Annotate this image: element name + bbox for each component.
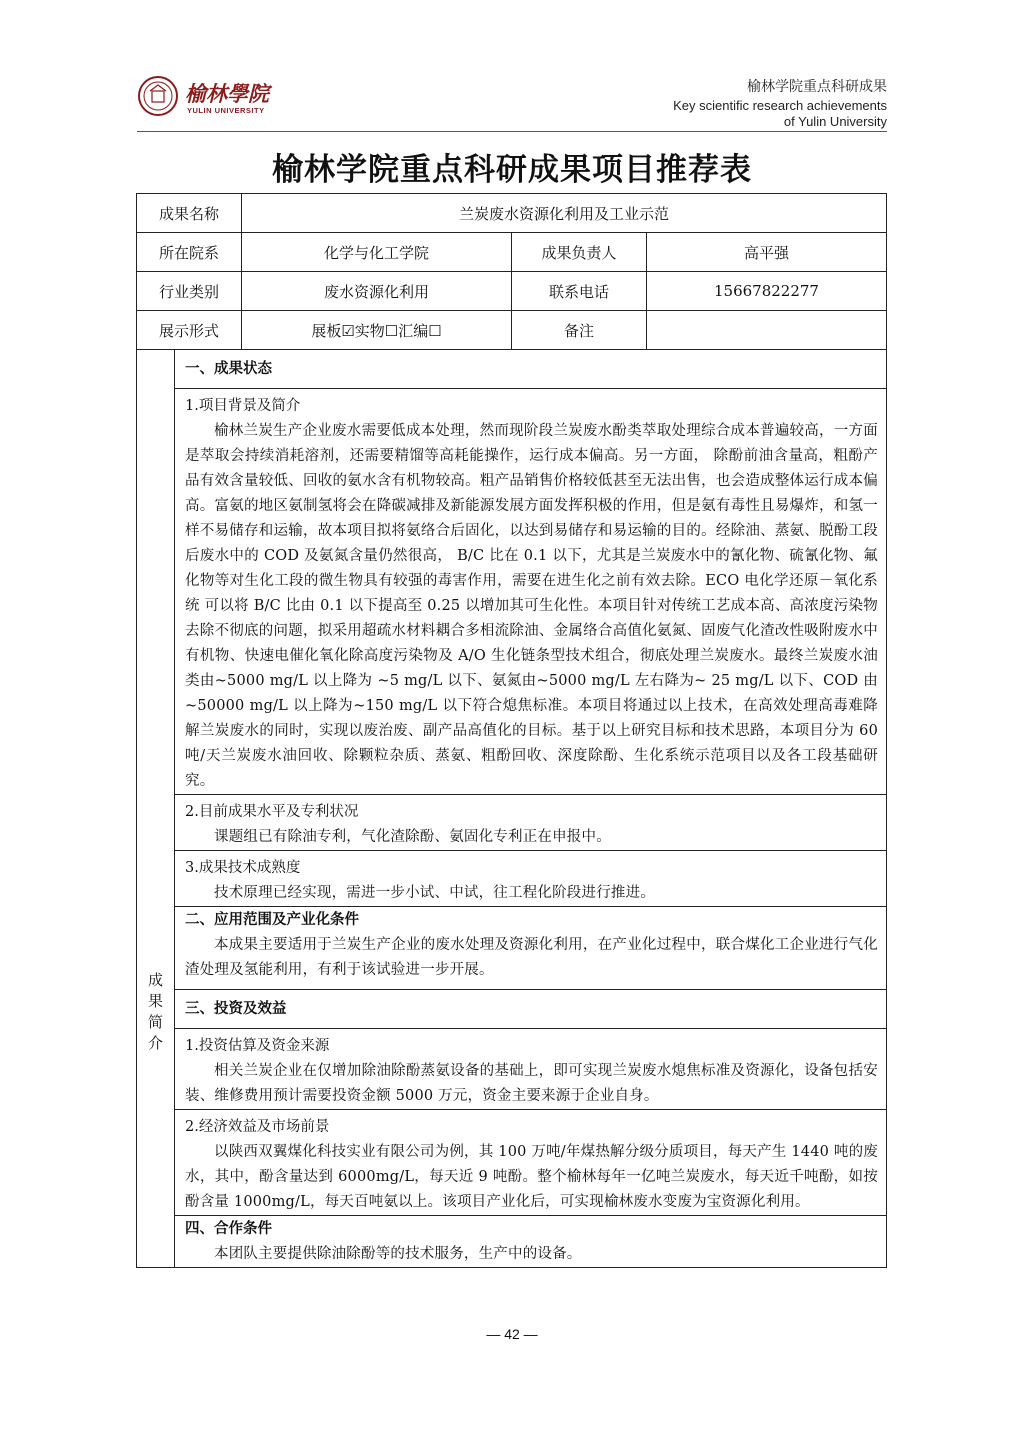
maturity-text: 技术原理已经实现，需进一步小试、中试，往工程化阶段进行推进。: [214, 885, 655, 901]
label-industry: 行业类别: [137, 272, 242, 310]
svg-text:榆林學院: 榆林學院: [185, 81, 269, 106]
side-label: 成果简介: [146, 971, 164, 1056]
cooperation-text: 本团队主要提供除油除酚等的技术服务，生产中的设备。: [214, 1246, 582, 1262]
cooperation-title: 四、合作条件: [185, 1220, 272, 1237]
row-industry: [137, 272, 886, 311]
maturity-title: 3.成果技术成熟度: [185, 860, 301, 876]
label-department: 所在院系: [137, 233, 242, 271]
patents-title: 2.目前成果水平及专利状况: [185, 804, 359, 820]
document-title: 榆林学院重点科研成果项目推荐表: [272, 152, 752, 188]
value-achievement-name: 兰炭废水资源化利用及工业示范: [458, 204, 669, 223]
section-investment-estimate: [175, 1034, 886, 1110]
summary-content: [175, 350, 886, 1267]
header-title-en-line2: of Yulin University: [783, 114, 887, 129]
application-text: 本成果主要适用于兰炭生产企业的废水处理及资源化利用，在产业化过程中，联合煤化工企业进行气化渣处理及氢能利用，有利于该试验进一步开展。: [185, 937, 878, 978]
value-note: [647, 311, 886, 349]
section-cooperation: [175, 1216, 886, 1267]
section-investment-heading: [175, 990, 886, 1029]
investment-estimate-title: 1.投资估算及资金来源: [185, 1038, 330, 1054]
label-note: 备注: [512, 311, 647, 349]
value-phone: 15667822277: [714, 282, 819, 300]
section-economic-benefit: [175, 1115, 886, 1216]
recommendation-form: [136, 193, 887, 1268]
header-title-cn: 榆林学院重点科研成果: [747, 79, 887, 95]
value-display-form: 展板☑实物☐汇编☐: [242, 311, 512, 349]
patents-text: 课题组已有除油专利，气化渣除酚、氨固化专利正在申报中。: [214, 829, 611, 845]
svg-text:YULIN UNIVERSITY: YULIN UNIVERSITY: [187, 106, 265, 115]
background-text: 榆林兰炭生产企业废水需要低成本处理，然而现阶段兰炭废水酚类萃取处理综合成本普遍较高，一方面是萃取会持续消耗溶剂，还需要精馏等高耗能操作，运行成本偏高。另一方面， 除酚前油含量高，粗酚产品有效含量较低、回收的氨水含有机物较高。粗产品销售价格较低甚至无法出售，也会造成整体运行成本偏高。富氨的地区氨制氢将会在降碳减排及新能源发展方面发挥积极的作用，但是氨有毒性且易爆炸，和氢一样不易储存和运输，故本项目拟将氨络合后固化，以达到易储存和易运输的目的。经除油、蒸氨、脱酚工段后废水中的 COD 及氨氮含量仍然很高， B/C 比在 0.1 以下，尤其是兰炭废水中的氰化物、硫氰化物、氟化物等对生化工段的微生物具有较强的毒害作用，需要在进生化之前有效去除。ECO 电化学还原－氧化系统 可以将 B/C 比由 0.1 以下提高至 0.25 以增加其可生化性。本项目针对传统工艺成本高、高浓度污染物去除不彻底的问题，拟采用超疏水材料耦合多相流除油、金属络合高值化氨氮、固废气化渣改性吸附废水中有机物、快速电催化氧化除高度污染物及 A/O 生化链条型技术组合，彻底处理兰炭废水。最终兰炭废水油类由~5000 mg/L 以上降为 ~5 mg/L 以下、氨氮由~5000 mg/L 左右降为~ 25 mg/L 以下、COD 由~50000 mg/L 以上降为~150 mg/L 以下符合熄焦标准。本项目将通过以上技术，在高效处理高毒难降解兰炭废水的同时，实现以废治废、副产品高值化的目标。基于以上研究目标和技术思路，本项目分为 60 吨/天兰炭废水油回收、除颗粒杂质、蒸氨、粗酚回收、深度除酚、生化系统示范项目以及各工段基础研究。: [185, 423, 878, 789]
section-background: [175, 394, 886, 795]
section-maturity: [175, 856, 886, 907]
logo-seal-icon: [137, 74, 287, 118]
section-status-title: 一、成果状态: [185, 360, 272, 377]
summary-body: [137, 350, 886, 1267]
row-achievement-name: [137, 194, 886, 233]
value-leader: 高平强: [743, 243, 789, 262]
label-leader: 成果负责人: [512, 233, 647, 271]
header-rule: [137, 131, 887, 132]
investment-title: 三、投资及效益: [185, 1000, 287, 1017]
row-department: [137, 233, 886, 272]
header-caption: [673, 78, 887, 130]
header-title-en-line1: Key scientific research achievements: [673, 98, 887, 113]
label-phone: 联系电话: [512, 272, 647, 310]
page-number: — 42 —: [486, 1326, 538, 1342]
side-label-cell: [137, 350, 175, 1267]
university-logo: [137, 74, 287, 118]
section-status-heading: [175, 350, 886, 389]
section-patents: [175, 800, 886, 851]
value-industry: 废水资源化利用: [242, 272, 512, 310]
economic-benefit-text: 以陕西双翼煤化科技实业有限公司为例，其 100 万吨/年煤热解分级分质项目，每天产生 1440 吨的废水，其中，酚含量达到 6000mg/L，每天近 9 吨酚。整个榆林每年一亿吨兰炭废水，每天近千吨酚，如按酚含量 1000mg/L，每天百吨氨以上。该项目产业化后，可实现榆林废水变废为宝资源化利用。: [185, 1144, 878, 1210]
row-display: [137, 311, 886, 350]
label-display-form: 展示形式: [137, 311, 242, 349]
value-department: 化学与化工学院: [242, 233, 512, 271]
label-achievement-name: 成果名称: [137, 194, 242, 232]
economic-benefit-title: 2.经济效益及市场前景: [185, 1119, 330, 1135]
section-application: [175, 907, 886, 990]
application-title: 二、应用范围及产业化条件: [185, 911, 359, 928]
investment-estimate-text: 相关兰炭企业在仅增加除油除酚蒸氨设备的基础上，即可实现兰炭废水熄焦标准及资源化，设备包括安装、维修费用预计需要投资金额 5000 万元，资金主要来源于企业自身。: [185, 1063, 878, 1104]
background-title: 1.项目背景及简介: [185, 398, 301, 414]
